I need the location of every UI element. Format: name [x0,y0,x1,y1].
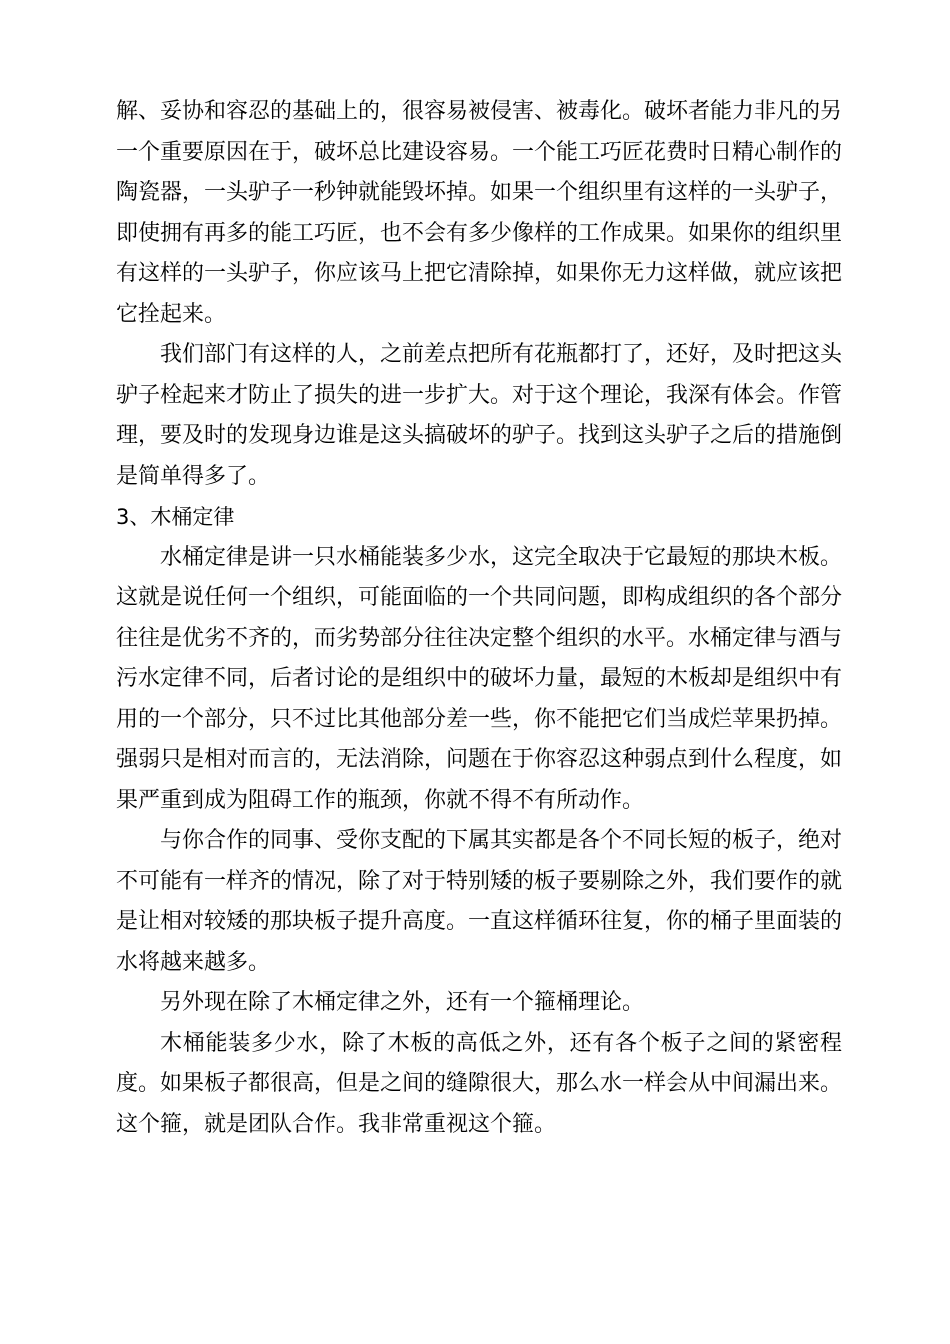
paragraph-bucket-law: 水桶定律是讲一只水桶能装多少水，这完全取决于它最短的那块木板。这就是说任何一个组织，可能面临的一个共同问题，即构成组织的各个部分往往是优劣不齐的，而劣势部分往往决定整个组织的水平。水桶定律与酒与污水定律不同，后者讨论的是组织中的破坏力量，最短的木板却是组织中有用的一个部分，只不过比其他部分差一些，你不能把它们当成烂苹果扔掉。强弱只是相对而言的，无法消除，问题在于你容忍这种弱点到什么程度，如果严重到成为阻碍工作的瓶颈，你就不得不有所动作。 [116,544,843,813]
document-body [116,92,842,1145]
paragraph-teamwork-hoop: 木桶能装多少水，除了木板的高低之外，还有各个板子之间的紧密程度。如果板子都很高，但是之间的缝隙很大，那么水一样会从中间漏出来。这个箍，就是团队合作。我非常重视这个箍。 [116,1030,843,1137]
paragraph-continued: 解、妥协和容忍的基础上的，很容易被侵害、被毒化。破坏者能力非凡的另一个重要原因在于，破坏总比建设容易。一个能工巧匠花费时日精心制作的陶瓷器，一头驴子一秒钟就能毁坏掉。如果一个组织里有这样的一头驴子，即使拥有再多的能工巧匠，也不会有多少像样的工作成果。如果你的组织里有这样的一头驴子，你应该马上把它清除掉，如果你无力这样做，就应该把它拴起来。 [116,99,843,327]
paragraph-hoop-theory: 另外现在除了木桶定律之外，还有一个箍桶理论。 [160,990,645,1015]
section-heading: 3、木桶定律 [116,505,235,529]
paragraph-donkey-experience: 我们部门有这样的人，之前差点把所有花瓶都打了，还好，及时把这头驴子栓起来才防止了损失的进一步扩大。对于这个理论，我深有体会。作管理，要及时的发现身边谁是这头搞破坏的驴子。找到这头驴子之后的措施倒是简单得多了。 [116,342,843,489]
paragraph-colleagues-boards: 与你合作的同事、受你支配的下属其实都是各个不同长短的板子，绝对不可能有一样齐的情况，除了对于特别矮的板子要剔除之外，我们要作的就是让相对较矮的那块板子提升高度。一直这样循环往复，你的桶子里面装的水将越来越多。 [116,828,843,975]
